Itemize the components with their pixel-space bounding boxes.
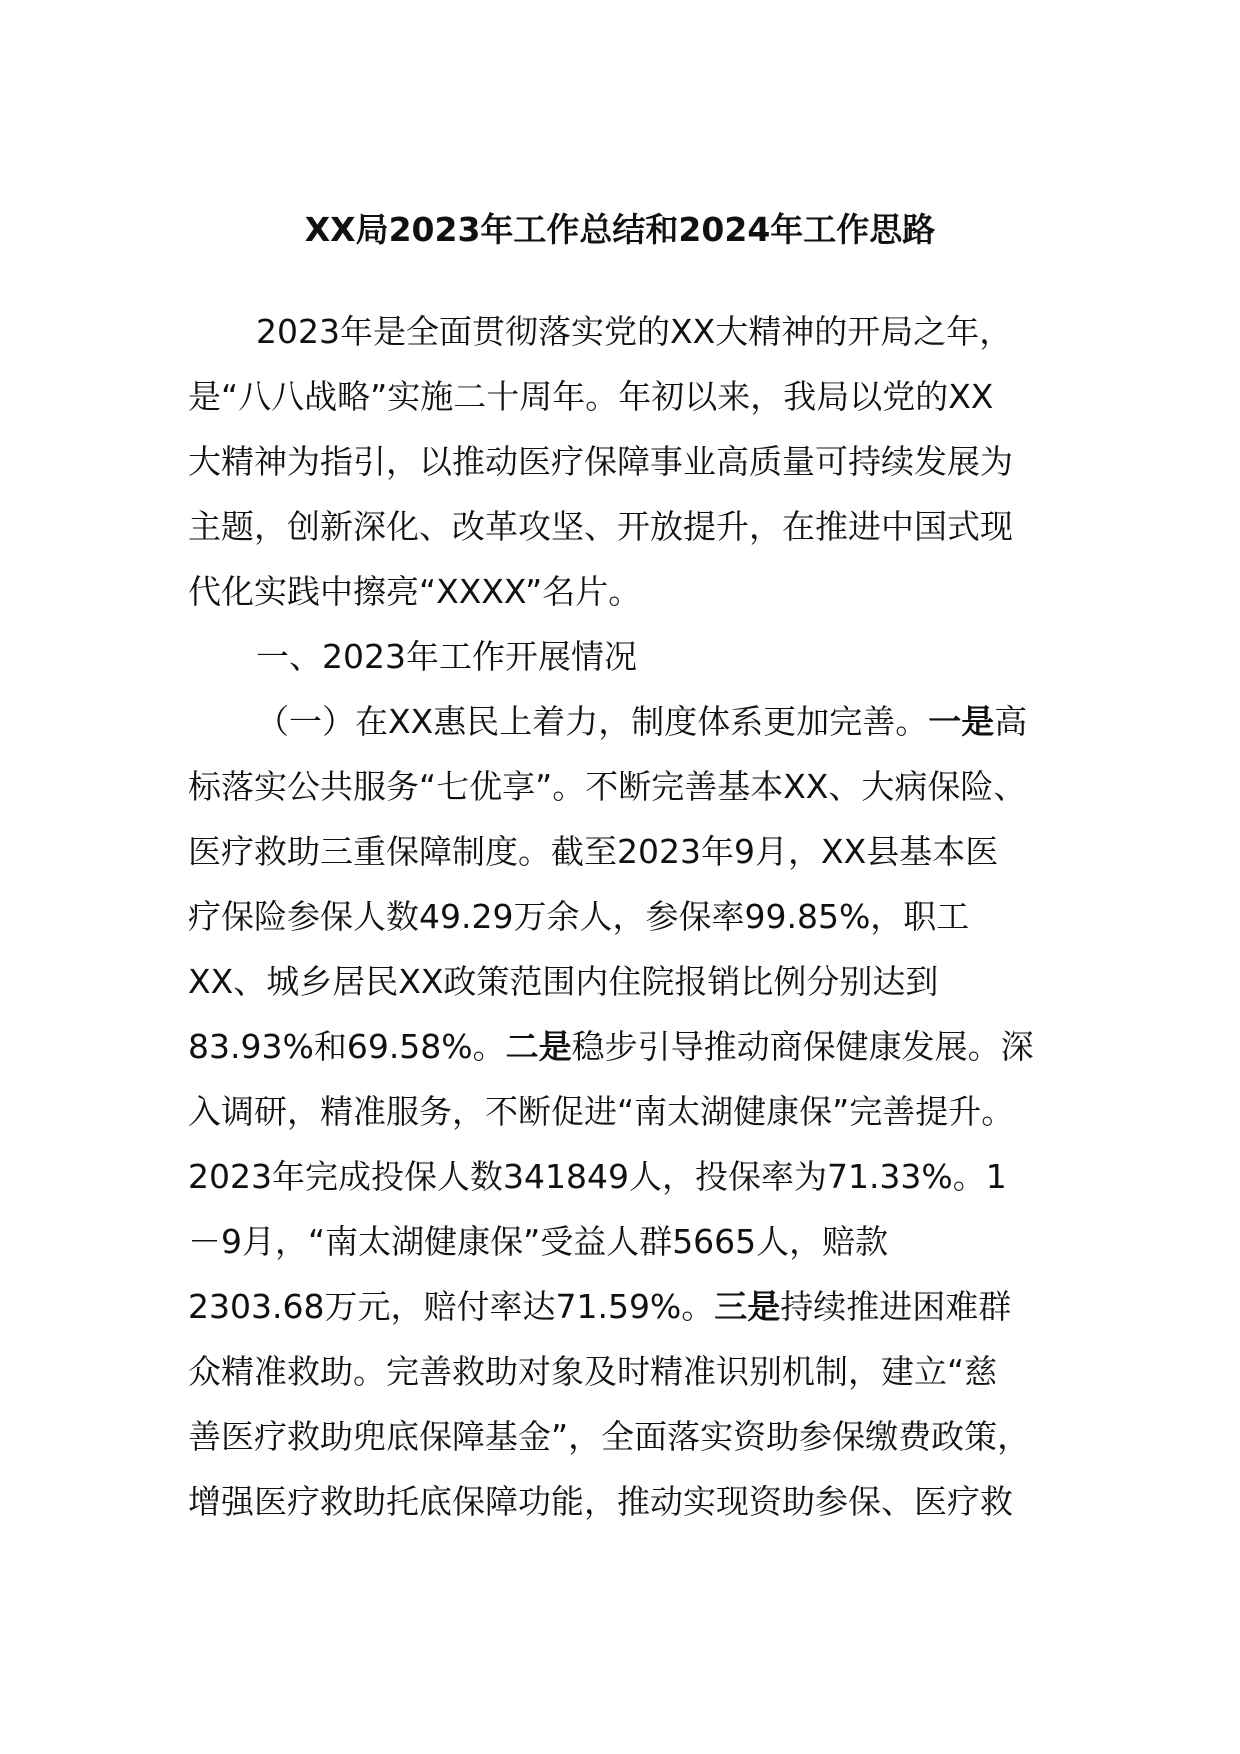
paragraph-line: 疗保险参保人数49.29万余人，参保率99.85%，职工 [188,897,970,936]
section-heading: 一、2023年工作开展情况 [256,637,637,676]
text-run: 83.93%和69.58%。 [188,1027,506,1066]
paragraph-line: 2023年是全面贯彻落实党的XX大精神的开局之年， [256,312,1013,351]
paragraph-line [188,1027,1034,1067]
paragraph-line: －9月，“南太湖健康保”受益人群5665人，赔款 [188,1222,889,1261]
paragraph-line: 增强医疗救助托底保障功能，推动实现资助参保、医疗救 [188,1482,1013,1521]
paragraph-line: XX、城乡居民XX政策范围内住院报销比例分别达到 [188,962,939,1001]
paragraph-line: 标落实公共服务“七优享”。不断完善基本XX、大病保险、 [188,767,1027,806]
bold-point-marker: 三是 [714,1287,781,1326]
subsection-heading: （一）在XX惠民上着力，制度体系更加完善。 [256,702,929,741]
paragraph-line: 2023年完成投保人数341849人，投保率为71.33%。1 [188,1157,1007,1196]
bold-point-marker: 二是 [505,1027,572,1066]
paragraph-line: 众精准救助。完善救助对象及时精准识别机制，建立“慈 [188,1352,998,1391]
paragraph-line: 主题，创新深化、改革攻坚、开放提升，在推进中国式现 [188,507,1013,546]
paragraph-line: 大精神为指引，以推动医疗保障事业高质量可持续发展为 [188,442,1013,481]
paragraph-line: 医疗救助三重保障制度。截至2023年9月，XX县基本医 [188,832,999,871]
paragraph-line: 入调研，精准服务，不断促进“南太湖健康保”完善提升。 [188,1092,1015,1131]
paragraph-line: 代化实践中擦亮“XXXX”名片。 [188,572,642,611]
paragraph-line [188,1287,1011,1327]
text-run: 持续推进困难群 [780,1287,1012,1326]
paragraph-line: 是“八八战略”实施二十周年。年初以来，我局以党的XX [188,377,994,416]
paragraph-line [256,702,1027,742]
text-run: 稳步引导推动商保健康发展。深 [571,1027,1034,1066]
bold-point-marker: 一是 [928,702,995,741]
document-title: XX局2023年工作总结和2024年工作思路 [304,210,936,249]
paragraph-line: 善医疗救助兜底保障基金”，全面落实资助参保缴费政策， [188,1417,1031,1456]
text-run: 2303.68万元，赔付率达71.59%。 [188,1287,715,1326]
text-run: 高 [994,702,1028,741]
